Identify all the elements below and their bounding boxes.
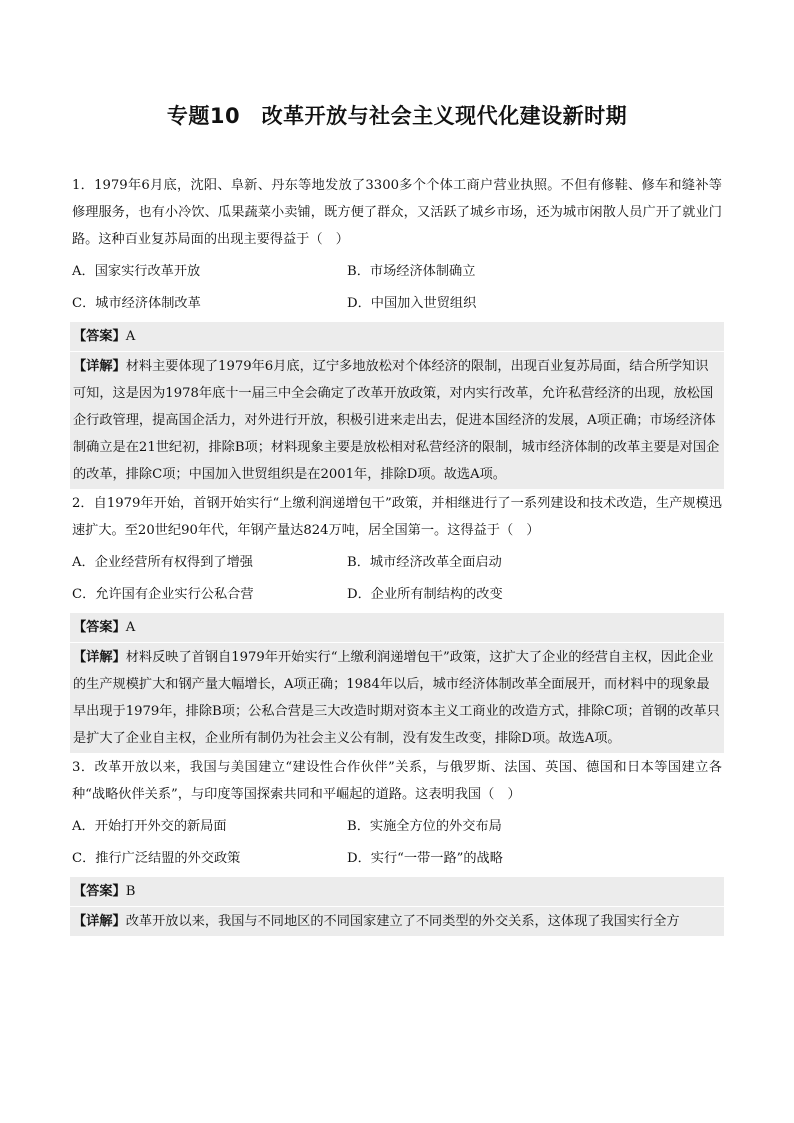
- page-title: 专题10 改革开放与社会主义现代化建设新时期: [166, 104, 628, 128]
- option-c: C．推行广泛结盟的外交政策: [72, 851, 241, 866]
- detail-block: [70, 643, 724, 753]
- option-d: D．实行“一带一路”的战略: [347, 851, 503, 866]
- answer-value: B: [125, 884, 136, 899]
- question-3: [70, 754, 724, 936]
- detail-block: [70, 907, 724, 936]
- question-2: [70, 490, 724, 753]
- option-c: C．允许国有企业实行公私合营: [72, 587, 254, 602]
- question-stem: 2．自1979年开始，首钢开始实行“上缴利润递增包干”政策，并相继进行了一系列建设和技术改造，生产规模迅速扩大。至20世纪90年代，年钢产量达824万吨，居全国第一。这得益于（ ）: [72, 496, 722, 538]
- question-stem: 1．1979年6月底，沈阳、阜新、丹东等地发放了3300多个个体工商户营业执照。不但有修鞋、修车和缝补等修理服务，也有小冷饮、瓜果蔬菜小卖铺，既方便了群众，又活跃了城乡市场，还为城市闲散人员广开了就业门路。这种百业复苏局面的出现主要得益于（ ）: [72, 178, 722, 247]
- answer-label: 【答案】: [73, 329, 126, 344]
- answer-value: A: [125, 620, 136, 635]
- option-a: A．国家实行改革开放: [72, 264, 201, 279]
- option-b: B．市场经济体制确立: [347, 264, 476, 279]
- detail-label: 【详解】: [73, 650, 126, 665]
- detail-label: 【详解】: [73, 914, 126, 929]
- question-stem: 3．改革开放以来，我国与美国建立“建设性合作伙伴”关系，与俄罗斯、法国、英国、德国和日本等国建立各种“战略伙伴关系”，与印度等国探索共同和平崛起的道路。这表明我国（ ）: [72, 760, 722, 802]
- answer-value: A: [125, 329, 136, 344]
- answer-label: 【答案】: [73, 884, 126, 899]
- option-b: B．实施全方位的外交布局: [347, 819, 502, 834]
- question-1: [70, 172, 724, 489]
- detail-label: 【详解】: [73, 359, 126, 374]
- detail-text: 改革开放以来，我国与不同地区的不同国家建立了不同类型的外交关系，这体现了我国实行全方: [125, 914, 680, 929]
- options: [70, 258, 724, 317]
- option-d: D．企业所有制结构的改变: [347, 587, 503, 602]
- detail-text: 材料主要体现了1979年6月底，辽宁多地放松对个体经济的限制，出现百业复苏局面，结合所学知识可知，这是因为1978年底十一届三中全会确定了改革开放政策，对内实行改革，允许私营经济的出现，放松国企行政管理，提高国企活力，对外进行开放，积极引进来走出去，促进本国经济的发展，A项正确；市场经济体制确立是在21世纪初，排除B项；材料现象主要是放松相对私营经济的限制，城市经济体制的改革主要是对国企的改革，排除C项；中国加入世贸组织是在2001年，排除D项。故选A项。: [73, 359, 720, 482]
- answer-row: [70, 322, 724, 351]
- option-a: A．开始打开外交的新局面: [72, 819, 227, 834]
- question-list: [70, 172, 724, 937]
- option-a: A．企业经营所有权得到了增强: [72, 555, 253, 570]
- detail-block: [70, 352, 724, 489]
- detail-text: 材料反映了首钢自1979年开始实行“上缴利润递增包干”政策，这扩大了企业的经营自主权，因此企业的生产规模扩大和钢产量大幅增长，A项正确；1984年以后，城市经济体制改革全面展开，而材料中的现象最早出现于1979年，排除B项；公私合营是三大改造时期对资本主义工商业的改造方式，排除C项；首钢的改革只是扩大了企业自主权，企业所有制仍为社会主义公有制，没有发生改变，排除D项。故选A项。: [73, 650, 720, 746]
- answer-row: [70, 613, 724, 642]
- options: [70, 813, 724, 872]
- answer-row: [70, 877, 724, 906]
- option-c: C．城市经济体制改革: [72, 296, 201, 311]
- answer-label: 【答案】: [73, 620, 126, 635]
- option-d: D．中国加入世贸组织: [347, 296, 477, 311]
- option-b: B．城市经济改革全面启动: [347, 555, 502, 570]
- options: [70, 549, 724, 608]
